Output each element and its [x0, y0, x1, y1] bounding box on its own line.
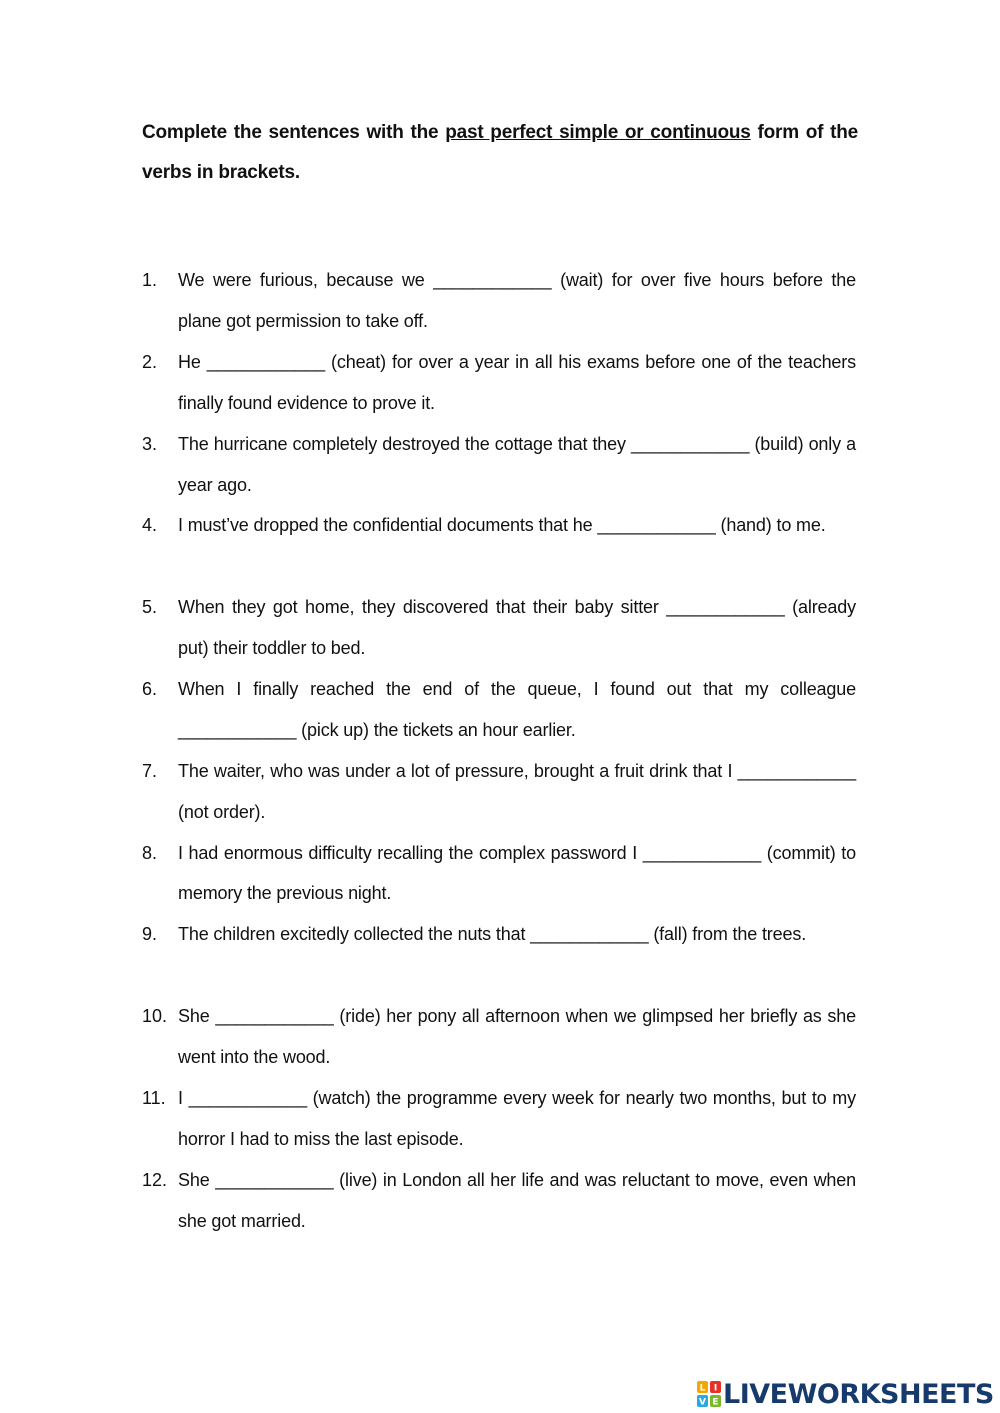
- exercise-item: [142, 669, 858, 751]
- svg-text:E: E: [712, 1397, 719, 1407]
- item-sentence: I must’ve dropped the confidential documents that he ____________ (hand) to me.: [178, 515, 826, 536]
- exercise-item: [142, 505, 858, 587]
- svg-text:L: L: [699, 1383, 706, 1394]
- exercise-item: [142, 587, 858, 669]
- instruction-part-1: Complete the sentences with the: [142, 122, 446, 143]
- item-sentence: When they got home, they discovered that their baby sitter ____________ (already put) their toddler to bed.: [178, 597, 856, 659]
- item-sentence: She ____________ (ride) her pony all afternoon when we glimpsed her briefly as she went into the wood.: [178, 1006, 856, 1068]
- item-number: 2.: [142, 351, 158, 372]
- item-sentence: When I finally reached the end of the queue, I found out that my colleague ____________ (pick up) the tickets an hour earlier.: [178, 678, 856, 740]
- exercise-item: [142, 751, 858, 833]
- item-number: 4.: [142, 515, 158, 536]
- item-sentence: The waiter, who was under a lot of pressure, brought a fruit drink that I ____________ (not order).: [178, 760, 856, 822]
- exercise-item: [142, 914, 858, 996]
- item-number: 11.: [142, 1087, 166, 1108]
- exercise-item: [142, 424, 858, 506]
- instruction-part-2: form of the verbs in brackets.: [142, 122, 858, 183]
- instruction-text: [142, 113, 858, 193]
- item-number: 1.: [142, 270, 158, 290]
- exercise-item: [142, 342, 858, 424]
- item-sentence: We were furious, because we ____________ (wait) for over five hours before the plane got permission to take off.: [178, 270, 856, 331]
- item-number: 10.: [142, 1006, 168, 1027]
- item-sentence: He ____________ (cheat) for over a year in all his exams before one of the teachers finally found evidence to prove it.: [178, 351, 856, 413]
- item-number: 9.: [142, 924, 158, 945]
- exercise-item: [142, 1160, 858, 1242]
- item-number: 6.: [142, 678, 158, 699]
- liveworksheets-logo: [697, 1378, 994, 1410]
- exercise-item: [142, 833, 858, 915]
- item-sentence: I ____________ (watch) the programme every week for nearly two months, but to my horror I had to miss the last episode.: [178, 1087, 856, 1149]
- exercise-item: [142, 996, 858, 1078]
- item-sentence: The children excitedly collected the nuts that ____________ (fall) from the trees.: [178, 924, 807, 945]
- instruction-underlined: past perfect simple or continuous: [445, 122, 751, 143]
- item-sentence: She ____________ (live) in London all her life and was reluctant to move, even when she got married.: [178, 1169, 856, 1231]
- logo-text: LIVEWORKSHEETS: [723, 1378, 994, 1410]
- item-number: 8.: [142, 842, 158, 863]
- exercise-item: [142, 1078, 858, 1160]
- item-number: 12.: [142, 1169, 168, 1190]
- item-number: 5.: [142, 597, 158, 618]
- liveworksheets-mark-icon: [697, 1381, 721, 1407]
- item-sentence: I had enormous difficulty recalling the complex password I ____________ (commit) to memory the previous night.: [178, 842, 856, 904]
- item-sentence: The hurricane completely destroyed the cottage that they ____________ (build) only a year ago.: [178, 433, 856, 495]
- item-number: 3.: [142, 433, 158, 454]
- svg-text:I: I: [713, 1383, 718, 1394]
- svg-text:V: V: [699, 1397, 706, 1407]
- exercise-item: [142, 260, 858, 342]
- exercise-list: [142, 260, 858, 1242]
- item-number: 7.: [142, 760, 158, 781]
